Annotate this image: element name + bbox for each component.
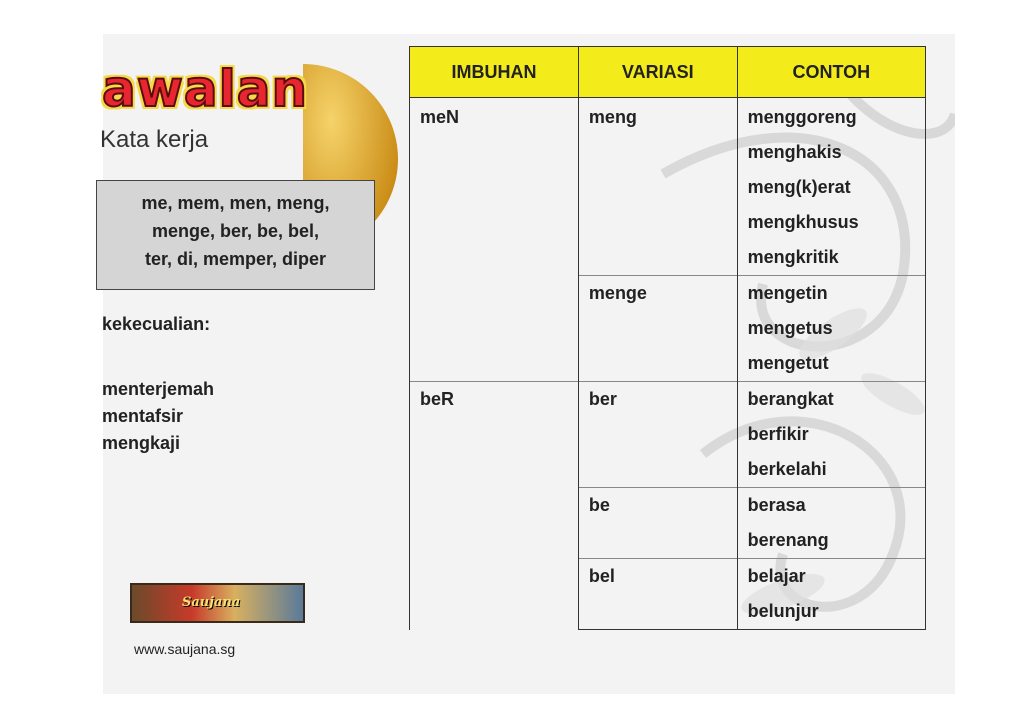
- variasi-text: bel: [588, 566, 615, 586]
- contoh-text: belunjur: [747, 601, 819, 621]
- exception-item: mentafsir: [102, 406, 184, 426]
- header-imbuhan: IMBUHAN: [410, 47, 579, 98]
- table-row: [410, 98, 926, 276]
- header-variasi: VARIASI: [578, 47, 737, 98]
- contoh-cell: [737, 559, 925, 630]
- imbuhan-cell: [410, 382, 579, 630]
- contoh-text: berfikir: [747, 424, 809, 444]
- variasi-text: meng: [588, 107, 637, 127]
- contoh-cell: [737, 276, 925, 382]
- contoh-text: berenang: [747, 530, 829, 550]
- saujana-logo: Saujana: [130, 583, 305, 623]
- exception-item: menterjemah: [102, 379, 215, 399]
- variasi-text: menge: [588, 283, 647, 303]
- contoh-cell: [737, 488, 925, 559]
- slide-title: awalan: [102, 60, 309, 118]
- exceptions-list: [102, 376, 214, 457]
- contoh-text: meng(k)erat: [747, 177, 851, 197]
- contoh-cell: [737, 382, 925, 488]
- imbuhan-text: meN: [420, 107, 460, 127]
- table-row: [410, 382, 926, 488]
- exception-item: mengkaji: [102, 433, 181, 453]
- contoh-cell: [737, 98, 925, 276]
- variasi-cell: [578, 488, 737, 559]
- contoh-text: mengetus: [747, 318, 833, 338]
- table-header-row: [410, 47, 926, 98]
- variasi-cell: [578, 559, 737, 630]
- website-url: www.saujana.sg: [134, 641, 236, 657]
- imbuhan-text: beR: [420, 389, 455, 409]
- slide-subtitle: Kata kerja: [100, 126, 209, 153]
- prefix-box: [96, 180, 375, 290]
- contoh-text: berangkat: [747, 389, 834, 409]
- exceptions-label: kekecualian:: [102, 314, 211, 334]
- contoh-text: belajar: [747, 566, 806, 586]
- prefix-line: ter, di, memper, diper: [144, 249, 327, 269]
- header-contoh: CONTOH: [737, 47, 925, 98]
- affix-table: [409, 46, 926, 630]
- variasi-cell: [578, 98, 737, 276]
- prefix-line: menge, ber, be, bel,: [151, 221, 320, 241]
- contoh-text: mengetin: [747, 283, 828, 303]
- contoh-text: mengkritik: [747, 247, 839, 267]
- contoh-text: mengkhusus: [747, 212, 859, 232]
- variasi-text: ber: [588, 389, 617, 409]
- variasi-cell: [578, 382, 737, 488]
- contoh-text: berkelahi: [747, 459, 827, 479]
- contoh-text: mengetut: [747, 353, 829, 373]
- variasi-cell: [578, 276, 737, 382]
- contoh-text: menghakis: [747, 142, 842, 162]
- contoh-text: menggoreng: [747, 107, 857, 127]
- imbuhan-cell: [410, 98, 579, 382]
- contoh-text: berasa: [747, 495, 806, 515]
- variasi-text: be: [588, 495, 610, 515]
- prefix-line: me, mem, men, meng,: [141, 193, 330, 213]
